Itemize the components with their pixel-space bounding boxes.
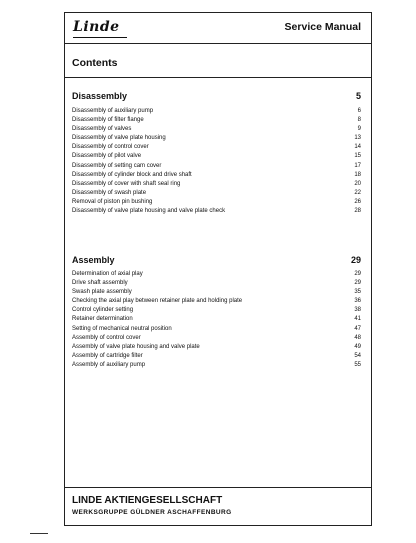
- toc-entry-label: Control cylinder setting: [72, 307, 134, 314]
- toc-entry-label: Removal of piston pin bushing: [72, 198, 153, 205]
- toc-entry-page: 18: [354, 171, 361, 178]
- toc-entry[interactable]: [72, 315, 361, 324]
- toc-entry[interactable]: [72, 180, 361, 189]
- toc-entry[interactable]: [72, 288, 361, 297]
- toc-entry[interactable]: [72, 334, 361, 343]
- toc-entry[interactable]: [72, 143, 361, 152]
- toc-entry[interactable]: [72, 116, 361, 125]
- toc-entry-page: 55: [354, 361, 361, 368]
- toc-entry-page: 48: [354, 334, 361, 341]
- toc-entry-page: 28: [354, 208, 361, 215]
- contents-heading: Contents: [72, 57, 118, 69]
- toc-entry[interactable]: [72, 189, 361, 198]
- toc-entry-page: 8: [357, 117, 361, 124]
- company-name: LINDE AKTIENGESELLSCHAFT: [72, 495, 223, 506]
- toc-entry-page: 26: [354, 198, 361, 205]
- page-footer: [65, 487, 371, 528]
- toc-entry-label: Checking the axial play between retainer plate and holding plate: [72, 298, 243, 305]
- toc-entry-label: Disassembly of setting cam cover: [72, 162, 162, 169]
- toc-entry[interactable]: [72, 198, 361, 207]
- contents-divider: [65, 77, 371, 78]
- toc-entry-label: Setting of mechanical neutral position: [72, 325, 172, 332]
- toc-entry-page: 41: [354, 316, 361, 323]
- toc-entry[interactable]: [72, 279, 361, 288]
- toc-entry-label: Retainer determination: [72, 316, 133, 323]
- linde-logo: Linde: [73, 19, 120, 35]
- toc-entry-label: Disassembly of control cover: [72, 144, 149, 151]
- section-page-assembly: 29: [350, 255, 361, 265]
- toc-entry-page: 20: [354, 180, 361, 187]
- margin-mark: [30, 533, 48, 534]
- toc-entry[interactable]: [72, 152, 361, 161]
- toc-entry-page: 15: [354, 153, 361, 160]
- toc-entry-label: Disassembly of filter flange: [72, 117, 144, 124]
- toc-entry[interactable]: [72, 270, 361, 279]
- toc-entry[interactable]: [72, 343, 361, 352]
- toc-entry-label: Disassembly of pilot valve: [72, 153, 142, 160]
- toc-entry[interactable]: [72, 352, 361, 361]
- toc-entry[interactable]: [72, 107, 361, 116]
- toc-entry-page: 22: [354, 189, 361, 196]
- toc-entry-label: Disassembly of valves: [72, 126, 132, 133]
- toc-entry-label: Assembly of cartridge filter: [72, 352, 143, 359]
- toc-entry-page: 17: [354, 162, 361, 169]
- toc-entry-label: Assembly of valve plate housing and valve plate: [72, 343, 200, 350]
- disassembly-entries: [72, 107, 361, 216]
- toc-entry-page: 13: [354, 135, 361, 142]
- section-title-disassembly: Disassembly: [72, 91, 128, 101]
- toc-entry-label: Disassembly of cylinder block and drive shaft: [72, 171, 192, 178]
- section-page-disassembly: 5: [355, 91, 361, 101]
- toc-entry-page: 35: [354, 289, 361, 296]
- toc-entry-label: Assembly of auxiliary pump: [72, 361, 146, 368]
- toc-entry-page: 29: [354, 271, 361, 277]
- toc-entry-page: 14: [354, 144, 361, 151]
- toc-entry[interactable]: [72, 361, 361, 370]
- toc-entry-page: 29: [354, 280, 361, 287]
- toc-entry-label: Drive shaft assembly: [72, 280, 128, 287]
- toc-entry-page: 38: [354, 307, 361, 314]
- assembly-entries: [72, 270, 361, 370]
- toc-entry-label: Disassembly of swash plate: [72, 189, 147, 196]
- toc-entry-label: Swash plate assembly: [72, 289, 132, 296]
- company-division: WERKSGRUPPE GÜLDNER ASCHAFFENBURG: [72, 509, 232, 516]
- toc-entry-label: Disassembly of cover with shaft seal ring: [72, 180, 181, 187]
- page-header: [65, 13, 371, 44]
- toc-entry[interactable]: [72, 297, 361, 306]
- logo-underline: [73, 37, 127, 38]
- manual-page: [64, 12, 372, 526]
- toc-entry[interactable]: [72, 325, 361, 334]
- toc-entry-page: 36: [354, 298, 361, 305]
- toc-entry-page: 54: [354, 352, 361, 359]
- toc-entry[interactable]: [72, 207, 361, 216]
- section-title-assembly: Assembly: [72, 255, 115, 265]
- toc-entry-label: Disassembly of auxiliary pump: [72, 108, 154, 114]
- toc-entry-page: 9: [357, 126, 361, 133]
- toc-entry-label: Determination of axial play: [72, 271, 143, 277]
- toc-entry-label: Disassembly of valve plate housing: [72, 135, 166, 142]
- toc-entry[interactable]: [72, 171, 361, 180]
- toc-entry[interactable]: [72, 134, 361, 143]
- toc-entry-page: 47: [354, 325, 361, 332]
- toc-entry-label: Disassembly of valve plate housing and valve plate check: [72, 208, 226, 215]
- toc-entry-label: Assembly of control cover: [72, 334, 141, 341]
- toc-entry[interactable]: [72, 125, 361, 134]
- manual-title: Service Manual: [284, 21, 361, 33]
- toc-entry[interactable]: [72, 306, 361, 315]
- toc-entry-page: 6: [357, 108, 361, 114]
- toc-entry-page: 49: [354, 343, 361, 350]
- toc-entry[interactable]: [72, 162, 361, 171]
